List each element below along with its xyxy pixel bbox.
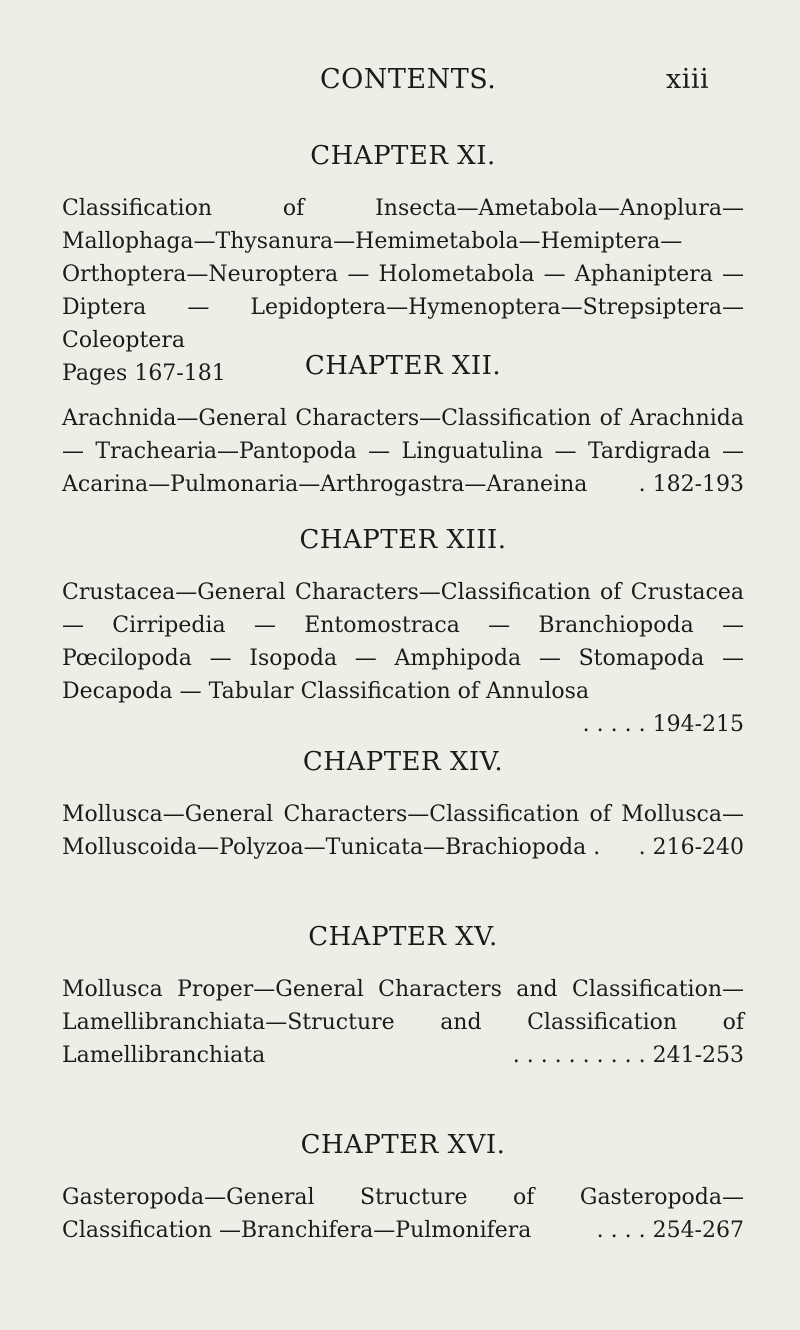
chapter-summary [62, 798, 744, 864]
chapter-summary [62, 402, 744, 501]
chapter-topics: Arachnida—General Characters—Classification of Arachnida — Trachearia—Pantopoda — Linguatulina — Tardigrada — Acarina—Pulmonaria—Arthrogastra—Araneina [62, 406, 744, 497]
chapter-entry [62, 522, 744, 741]
chapter-topics: Mollusca Proper—General Characters and Classification—Lamellibranchiata—Structure and Classification of Lamellibranchiata [62, 977, 744, 1068]
chapter-heading: CHAPTER XIV. [302, 747, 504, 777]
chapter-summary [62, 576, 744, 737]
chapter-summary [62, 973, 744, 1072]
chapter-topics: Classification of Insecta—Ametabola—Anoplura—Mallophaga—Thysanura—Hemimetabola—Hemiptera—Orthoptera—Neuroptera — Holometabola — Aphaniptera — Diptera — Lepidoptera—Hymenoptera—Strepsiptera—Coleoptera [62, 196, 744, 353]
chapter-entry [62, 348, 744, 501]
chapter-pages: . 182-193 [638, 472, 744, 497]
chapter-topics: Gasteropoda—General Structure of Gasteropoda—Classification —Branchifera—Pulmonifera [62, 1185, 744, 1243]
running-head-title: CONTENTS. [320, 64, 497, 95]
chapter-heading: CHAPTER XIII. [299, 525, 507, 555]
chapter-heading: CHAPTER XV. [308, 922, 498, 952]
chapter-heading: CHAPTER XVI. [300, 1130, 506, 1160]
chapter-pages: . 216-240 [638, 835, 744, 860]
page-number: xiii [666, 64, 710, 95]
chapter-topics: Mollusca—General Characters—Classification of Mollusca—Molluscoida—Polyzoa—Tunicata—Brachiopoda . [62, 802, 744, 860]
chapter-heading: CHAPTER XI. [310, 141, 496, 171]
chapter-entry [62, 919, 744, 1072]
chapter-topics: Crustacea—General Characters—Classification of Crustacea — Cirripedia — Entomostraca — Branchiopoda — Pœcilopoda — Isopoda — Amphipoda — Stomapoda — Decapoda — Tabular Classification of Annulosa [62, 580, 744, 704]
chapter-pages: . . . . . 194-215 [582, 712, 744, 737]
chapter-entry [62, 744, 744, 864]
chapter-pages: . . . . 254-267 [596, 1218, 744, 1243]
chapter-entry [62, 1127, 744, 1247]
chapter-summary [62, 1181, 744, 1247]
running-head [0, 64, 800, 104]
chapter-pages: . . . . . . . . . . 241-253 [512, 1043, 744, 1068]
chapter-pages: Pages 167-181 [62, 361, 226, 386]
chapter-heading: CHAPTER XII. [304, 351, 502, 381]
